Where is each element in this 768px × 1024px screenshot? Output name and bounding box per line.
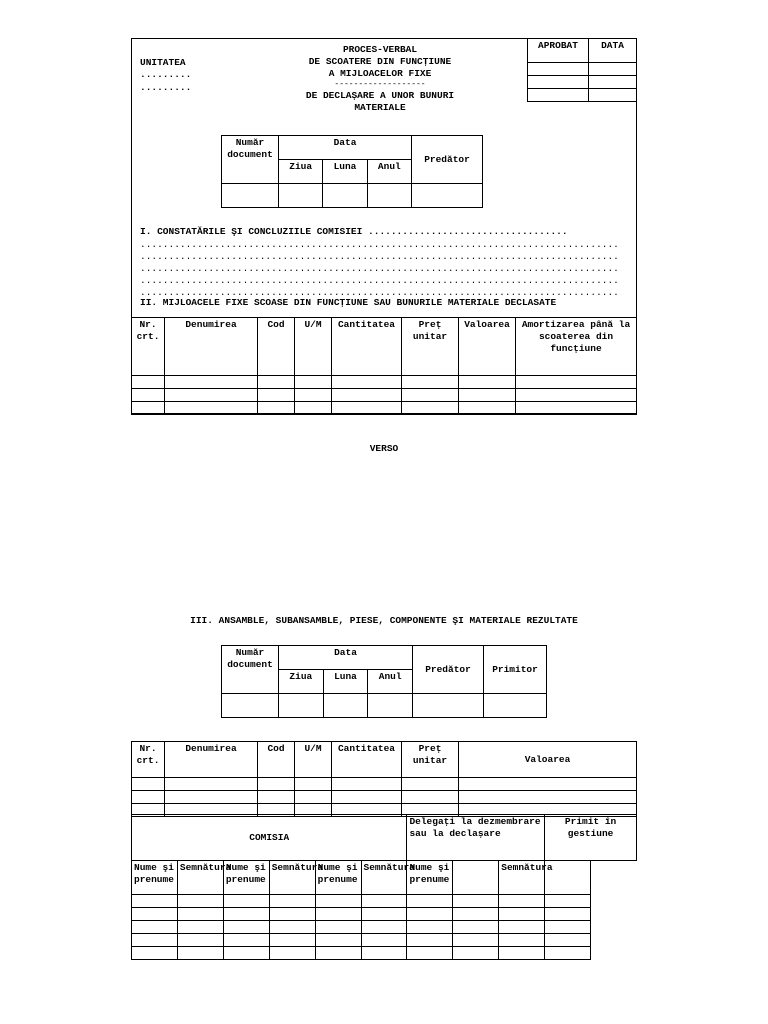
signature-header: Semnătura	[361, 861, 407, 895]
delegates-header: Delegați la dezmembrare sau la declașare	[407, 815, 545, 861]
table-cell[interactable]	[453, 895, 499, 908]
section2-heading: II. MIJLOACELE FIXE SCOASE DIN FUNCȚIUNE SAU BUNURILE MATERIALE DECLASATE	[140, 297, 557, 308]
table-cell[interactable]	[499, 921, 545, 934]
title	[260, 44, 500, 114]
table-cell[interactable]	[361, 908, 407, 921]
verso-label: VERSO	[369, 443, 399, 454]
year-cell[interactable]	[368, 694, 413, 718]
table-cell[interactable]	[459, 376, 516, 389]
table-cell[interactable]	[453, 947, 499, 960]
table-cell[interactable]	[223, 947, 269, 960]
signature-header: Semnătura	[269, 861, 315, 895]
table-cell[interactable]	[258, 778, 295, 791]
commission-table	[131, 814, 637, 960]
subtitle-line-2: MATERIALE	[354, 102, 406, 113]
name-header: Nume şi prenume	[407, 861, 453, 895]
table-cell[interactable]	[499, 908, 545, 921]
predator-header: Predător	[412, 136, 483, 184]
table-cell[interactable]	[269, 921, 315, 934]
approval-cell[interactable]	[528, 89, 589, 102]
table-cell[interactable]	[361, 921, 407, 934]
date-header: Data	[279, 646, 413, 670]
doc-number-cell[interactable]	[222, 694, 279, 718]
table-cell[interactable]	[177, 934, 223, 947]
table-cell[interactable]	[295, 791, 332, 804]
title-line-1: PROCES-VERBAL	[342, 44, 418, 55]
col-code: Cod	[258, 318, 295, 376]
date-header: Data	[279, 136, 412, 160]
table-cell[interactable]	[315, 934, 361, 947]
table-cell[interactable]	[361, 947, 407, 960]
col-nr: Nr. crt.	[132, 318, 165, 376]
table-cell[interactable]	[407, 947, 453, 960]
doc-number-table	[221, 135, 483, 208]
year-header: Anul	[367, 160, 411, 184]
table-cell[interactable]	[258, 376, 295, 389]
table-cell[interactable]	[223, 908, 269, 921]
table-cell[interactable]	[132, 921, 178, 934]
table-cell[interactable]	[459, 791, 637, 804]
col-um: U/M	[295, 742, 332, 778]
table-cell[interactable]	[402, 778, 459, 791]
table-cell[interactable]	[332, 778, 402, 791]
table-cell[interactable]	[269, 908, 315, 921]
table-cell[interactable]	[516, 402, 637, 415]
approval-cell[interactable]	[528, 76, 589, 89]
year-cell[interactable]	[367, 184, 411, 208]
month-header: Luna	[323, 670, 368, 694]
col-name: Denumirea	[165, 318, 258, 376]
table-cell[interactable]	[132, 895, 178, 908]
table-cell[interactable]	[315, 947, 361, 960]
approval-cell[interactable]	[589, 76, 637, 89]
table-cell[interactable]	[269, 947, 315, 960]
section1-dots-2: ....................................................................................	[140, 251, 619, 262]
table-cell[interactable]	[459, 778, 637, 791]
section1-heading: I. CONSTATĂRILE ŞI CONCLUZIILE COMISIEI ...................................	[140, 226, 568, 237]
predator-header: Predător	[413, 646, 484, 694]
table-cell[interactable]	[545, 934, 591, 947]
table-cell[interactable]	[132, 934, 178, 947]
subtitle-line-1: DE DECLAȘARE A UNOR BUNURI	[305, 90, 455, 101]
primitor-header: Primitor	[484, 646, 547, 694]
table-cell[interactable]	[223, 934, 269, 947]
table-cell[interactable]	[258, 402, 295, 415]
name-header: Nume şi prenume	[223, 861, 269, 895]
name-header: Nume şi prenume	[315, 861, 361, 895]
table-cell[interactable]	[269, 895, 315, 908]
table-cell[interactable]	[295, 402, 332, 415]
received-header: Primit în gestiune	[545, 815, 637, 861]
table-cell[interactable]	[332, 389, 402, 402]
section1-dots-1: ....................................................................................	[140, 239, 619, 250]
doc-number-table-back	[221, 645, 547, 718]
table-cell[interactable]	[295, 389, 332, 402]
title-line-3: A MIJLOACELOR FIXE	[328, 68, 432, 79]
col-qty: Cantitatea	[332, 742, 402, 778]
table-cell[interactable]	[402, 376, 459, 389]
predator-cell[interactable]	[413, 694, 484, 718]
doc-number-header: Număr document	[222, 646, 279, 694]
table-cell[interactable]	[459, 402, 516, 415]
table-cell[interactable]	[132, 791, 165, 804]
table-cell[interactable]	[269, 934, 315, 947]
day-header: Ziua	[279, 160, 323, 184]
table-cell[interactable]	[315, 908, 361, 921]
table-cell[interactable]	[295, 778, 332, 791]
primitor-cell[interactable]	[484, 694, 547, 718]
table-cell[interactable]	[165, 778, 258, 791]
table-cell[interactable]	[407, 895, 453, 908]
table-cell[interactable]	[453, 921, 499, 934]
table-cell[interactable]	[402, 389, 459, 402]
table-cell[interactable]	[132, 376, 165, 389]
table-cell[interactable]	[332, 402, 402, 415]
name-header: Nume şi prenume	[132, 861, 178, 895]
table-cell[interactable]	[407, 934, 453, 947]
date-label: DATA	[589, 39, 637, 63]
section1-dots-5: ....................................................................................	[140, 287, 619, 298]
table-cell[interactable]	[165, 376, 258, 389]
approval-cell[interactable]	[589, 89, 637, 102]
table-cell[interactable]	[165, 402, 258, 415]
table-cell[interactable]	[132, 389, 165, 402]
unit-dots-1: .........	[140, 69, 192, 80]
table-cell[interactable]	[132, 947, 178, 960]
month-cell[interactable]	[323, 694, 368, 718]
table-cell[interactable]	[177, 921, 223, 934]
table-cell[interactable]	[402, 402, 459, 415]
col-qty: Cantitatea	[332, 318, 402, 376]
table-cell[interactable]	[165, 791, 258, 804]
table-cell[interactable]	[332, 791, 402, 804]
table-cell[interactable]	[315, 895, 361, 908]
table-cell[interactable]	[177, 908, 223, 921]
col-depreciation: Amortizarea până la scoaterea din funcțiune	[516, 318, 637, 376]
table-cell[interactable]	[315, 921, 361, 934]
table-cell[interactable]	[165, 389, 258, 402]
table-cell[interactable]	[499, 934, 545, 947]
day-cell[interactable]	[279, 184, 323, 208]
table-cell[interactable]	[499, 895, 545, 908]
approve-label: APROBAT	[528, 39, 589, 63]
fixed-assets-table	[131, 317, 637, 415]
month-header: Luna	[323, 160, 367, 184]
section3-heading: III. ANSAMBLE, SUBANSAMBLE, PIESE, COMPONENTE ŞI MATERIALE REZULTATE	[190, 615, 578, 626]
table-cell[interactable]	[453, 908, 499, 921]
title-line-2: DE SCOATERE DIN FUNCȚIUNE	[308, 56, 452, 67]
table-cell[interactable]	[223, 895, 269, 908]
approval-cell[interactable]	[589, 63, 637, 76]
col-price: Preț unitar	[402, 742, 459, 778]
table-cell[interactable]	[545, 895, 591, 908]
table-cell[interactable]	[177, 895, 223, 908]
approval-cell[interactable]	[528, 63, 589, 76]
table-cell[interactable]	[402, 791, 459, 804]
col-value: Valoarea	[459, 742, 637, 778]
predator-cell[interactable]	[412, 184, 483, 208]
table-cell[interactable]	[499, 947, 545, 960]
table-cell[interactable]	[258, 791, 295, 804]
gap-cell	[453, 861, 499, 895]
table-cell[interactable]	[223, 921, 269, 934]
col-value: Valoarea	[459, 318, 516, 376]
col-nr: Nr. crt.	[132, 742, 165, 778]
table-cell[interactable]	[132, 908, 178, 921]
unit-label: UNITATEA	[140, 57, 186, 68]
doc-number-header: Număr document	[222, 136, 279, 184]
table-cell[interactable]	[361, 934, 407, 947]
table-cell[interactable]	[516, 376, 637, 389]
table-cell[interactable]	[459, 389, 516, 402]
month-cell[interactable]	[323, 184, 367, 208]
table-cell[interactable]	[545, 921, 591, 934]
commission-header: COMISIA	[132, 815, 407, 861]
table-cell[interactable]	[516, 389, 637, 402]
title-separator: -------------------	[334, 80, 426, 89]
col-um: U/M	[295, 318, 332, 376]
table-cell[interactable]	[177, 947, 223, 960]
col-name: Denumirea	[165, 742, 258, 778]
col-code: Cod	[258, 742, 295, 778]
table-cell[interactable]	[453, 934, 499, 947]
signature-header: Semnătura	[177, 861, 223, 895]
doc-number-cell[interactable]	[222, 184, 279, 208]
table-cell[interactable]	[332, 376, 402, 389]
table-cell[interactable]	[361, 895, 407, 908]
table-cell[interactable]	[258, 389, 295, 402]
table-cell[interactable]	[407, 921, 453, 934]
table-cell[interactable]	[132, 402, 165, 415]
day-cell[interactable]	[279, 694, 324, 718]
year-header: Anul	[368, 670, 413, 694]
col-price: Preț unitar	[402, 318, 459, 376]
unit-dots-2: .........	[140, 82, 192, 93]
table-cell[interactable]	[132, 778, 165, 791]
section1-dots-3: ....................................................................................	[140, 263, 619, 274]
table-cell[interactable]	[545, 908, 591, 921]
signature-header: Semnătura	[499, 861, 545, 895]
table-cell[interactable]	[407, 908, 453, 921]
table-cell[interactable]	[295, 376, 332, 389]
day-header: Ziua	[279, 670, 324, 694]
approval-table	[527, 38, 637, 102]
resulting-materials-table	[131, 741, 637, 817]
table-cell[interactable]	[545, 947, 591, 960]
section1-dots-4: ....................................................................................	[140, 275, 619, 286]
